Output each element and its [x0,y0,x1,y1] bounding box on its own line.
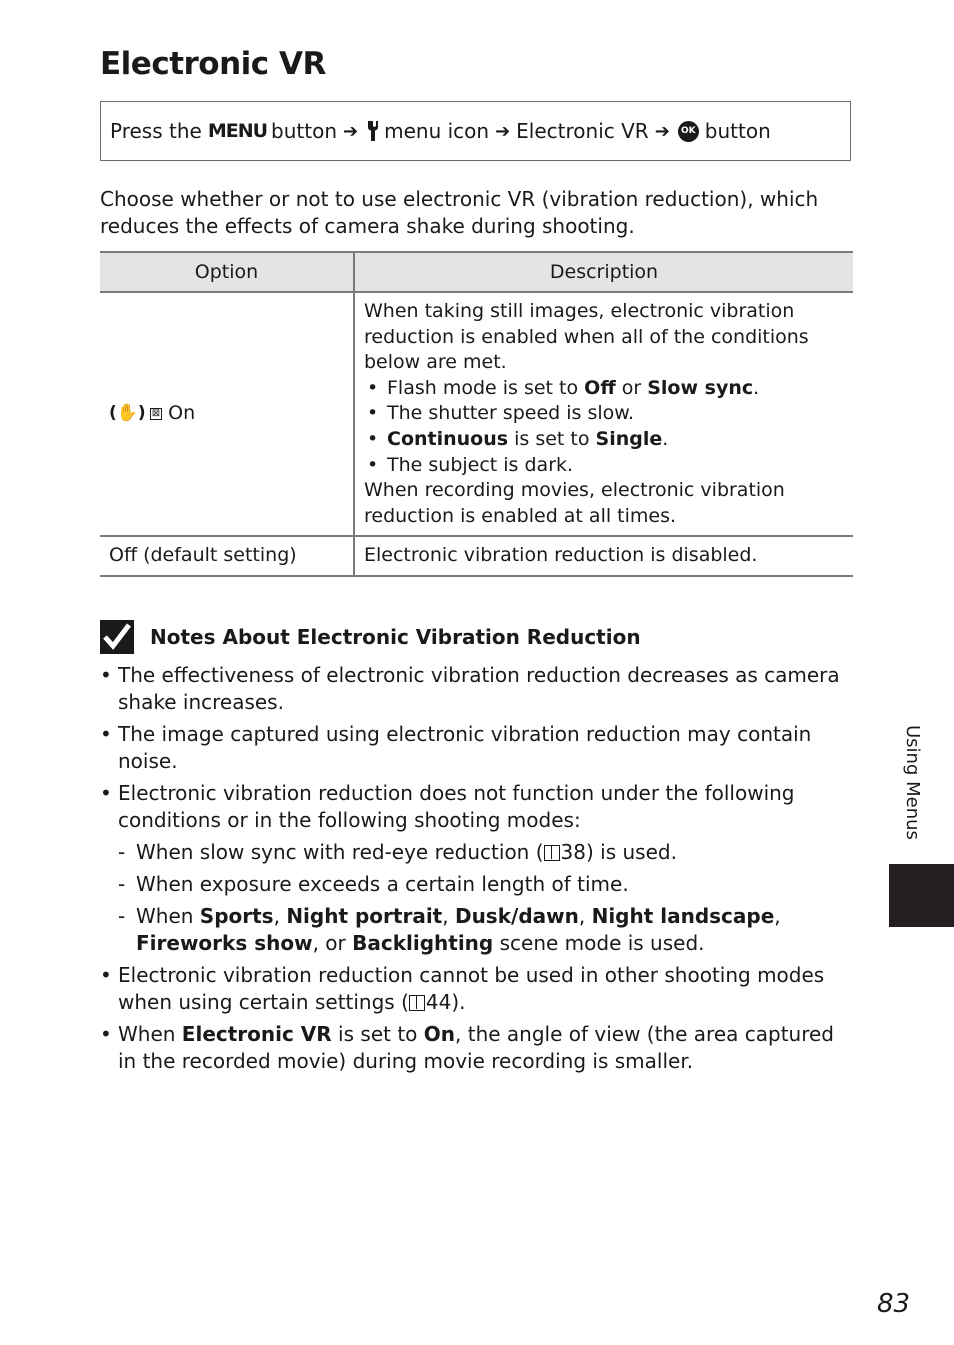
list-item: • Flash mode is set to Off or Slow sync. [364,376,844,402]
notes-header [100,620,641,654]
table-header-row [100,252,853,292]
list-item: • Electronic vibration reduction cannot be used in other shooting modes when using certain settings ( 44). [100,962,856,1016]
intro-text: Choose whether or not to use electronic VR (vibration reduction), which reduces the effects of camera shake during shooting. [100,187,819,238]
book-reference-icon [409,995,425,1011]
arrow-right-icon: ➔ [495,120,511,142]
section-tab [889,864,954,927]
menu-icon-text: menu icon [384,119,490,143]
wrench-icon [366,121,380,141]
list-item: • The shutter speed is slow. [364,401,844,427]
vibration-reduction-icon: (✋) [109,403,146,424]
table-row [100,536,853,576]
option-label: On [168,402,196,425]
header-description: Description [354,252,853,292]
notes-title: Notes About Electronic Vibration Reduction [150,625,641,649]
options-table [100,251,853,577]
page-title: Electronic VR [100,46,326,82]
menu-path-box [100,101,851,161]
menu-item-text: Electronic VR [516,119,649,143]
press-text: Press the [110,119,202,143]
list-item: • The subject is dark. [364,453,844,479]
description-cell: Electronic vibration reduction is disabled. [354,536,853,576]
page-number: 83 [877,1289,911,1319]
arrow-right-icon: ➔ [343,120,359,142]
button-text: button [271,119,338,143]
checkmark-icon [100,620,134,654]
header-option: Option [100,252,354,292]
list-item: • When Electronic VR is set to On, the angle of view (the area captured in the recorded movie) during movie recording is smaller. [100,1021,856,1075]
option-cell: Off (default setting) [100,536,354,576]
menu-button-icon: MENU [207,120,268,142]
description-outro: When recording movies, electronic vibration reduction is enabled at all times. [364,479,785,527]
description-intro: When taking still images, electronic vibration reduction is enabled when all of the conditions below are met. [364,300,809,374]
notes-list [100,662,856,1080]
arrow-right-icon: ➔ [654,120,670,142]
option-cell [100,292,354,536]
sub-list-item: - When slow sync with red-eye reduction ( 38) is used. [118,839,856,866]
conditions-list [364,376,844,478]
description-cell [354,292,853,536]
sub-list-item: - When Sports, Night portrait, Dusk/dawn, Night landscape, Fireworks show, or Backlighting scene mode is used. [118,903,856,957]
sub-list [118,839,856,957]
table-row [100,292,853,536]
list-item: • Electronic vibration reduction does not function under the following conditions or in the following shooting modes: - When slow sync with red-eye reduction ( 38) is used. - When exposure exceeds a certain length of time. - When Sports, Night portrait, Dusk/dawn, Night landscape, Fireworks show, or Backlighting scene mode is used. [100,780,856,957]
section-side-label: Using Menus [902,725,923,840]
book-reference-icon [544,845,560,861]
button-text: button [704,119,771,143]
ok-button-icon: OK [678,121,699,142]
sub-list-item: - When exposure exceeds a certain length of time. [118,871,856,898]
electronic-vr-badge-icon: ⊠ [151,408,161,420]
list-item: • The image captured using electronic vibration reduction may contain noise. [100,721,856,775]
list-item: • Continuous is set to Single. [364,427,844,453]
list-item: • The effectiveness of electronic vibration reduction decreases as camera shake increases. [100,662,856,716]
